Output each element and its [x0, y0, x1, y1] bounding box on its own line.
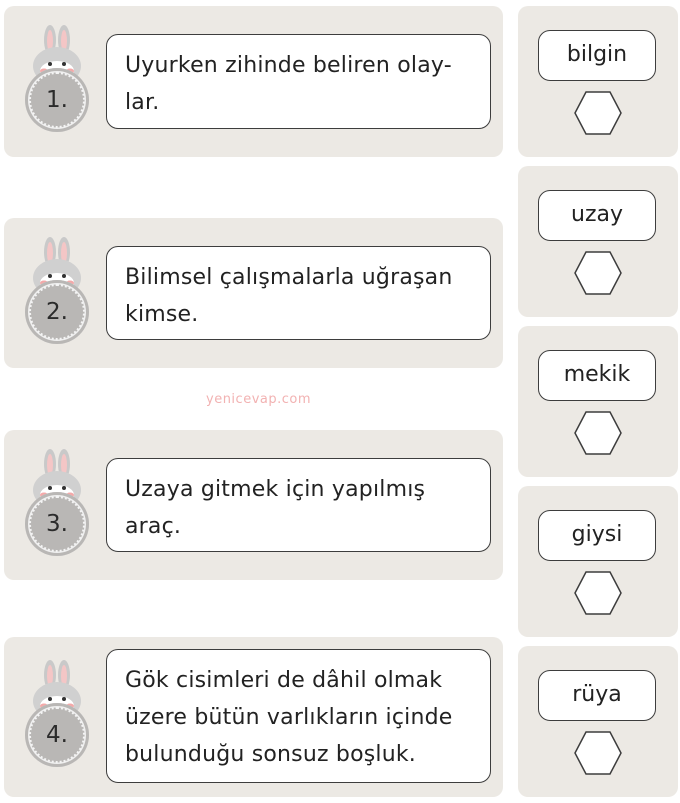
question-text: Uyurken zihinde beliren olay- lar.	[125, 53, 452, 115]
word-card-5	[518, 646, 678, 797]
hexagon-answer-box[interactable]	[573, 570, 623, 616]
bunny-icon	[22, 236, 98, 348]
hexagon-answer-box[interactable]	[573, 730, 623, 776]
word-card-2	[518, 166, 678, 317]
question-number: 1.	[46, 87, 68, 113]
word-card-1	[518, 6, 678, 157]
question-4-panel	[4, 637, 503, 797]
question-number: 3.	[46, 511, 68, 537]
number-badge	[25, 280, 89, 344]
word-label: giysi	[538, 510, 656, 561]
word-label: mekik	[538, 350, 656, 401]
question-box	[106, 649, 491, 783]
word-label: bilgin	[538, 30, 656, 81]
question-3-panel	[4, 430, 503, 580]
word-label: rüya	[538, 670, 656, 721]
hexagon-answer-box[interactable]	[573, 410, 623, 456]
question-number: 4.	[46, 722, 68, 748]
number-badge	[25, 492, 89, 556]
number-badge	[25, 703, 89, 767]
bunny-icon	[22, 24, 98, 136]
question-box	[106, 246, 491, 340]
number-badge	[25, 68, 89, 132]
question-text: Uzaya gitmek için yapılmış araç.	[125, 477, 426, 539]
word-card-4	[518, 486, 678, 637]
word-card-3	[518, 326, 678, 477]
question-box	[106, 458, 491, 552]
question-2-panel	[4, 218, 503, 368]
hexagon-answer-box[interactable]	[573, 90, 623, 136]
question-1-panel	[4, 6, 503, 157]
hexagon-answer-box[interactable]	[573, 250, 623, 296]
bunny-icon	[22, 659, 98, 771]
question-text: Bilimsel çalışmalarla uğraşan kimse.	[125, 265, 453, 327]
question-number: 2.	[46, 299, 68, 325]
question-text: Gök cisimleri de dâhil olmak üzere bütün varlıkların içinde bulunduğu sonsuz boşluk.	[125, 668, 453, 767]
bunny-icon	[22, 448, 98, 560]
question-box	[106, 34, 491, 129]
word-label: uzay	[538, 190, 656, 241]
watermark: yenicevap.com	[206, 392, 311, 407]
